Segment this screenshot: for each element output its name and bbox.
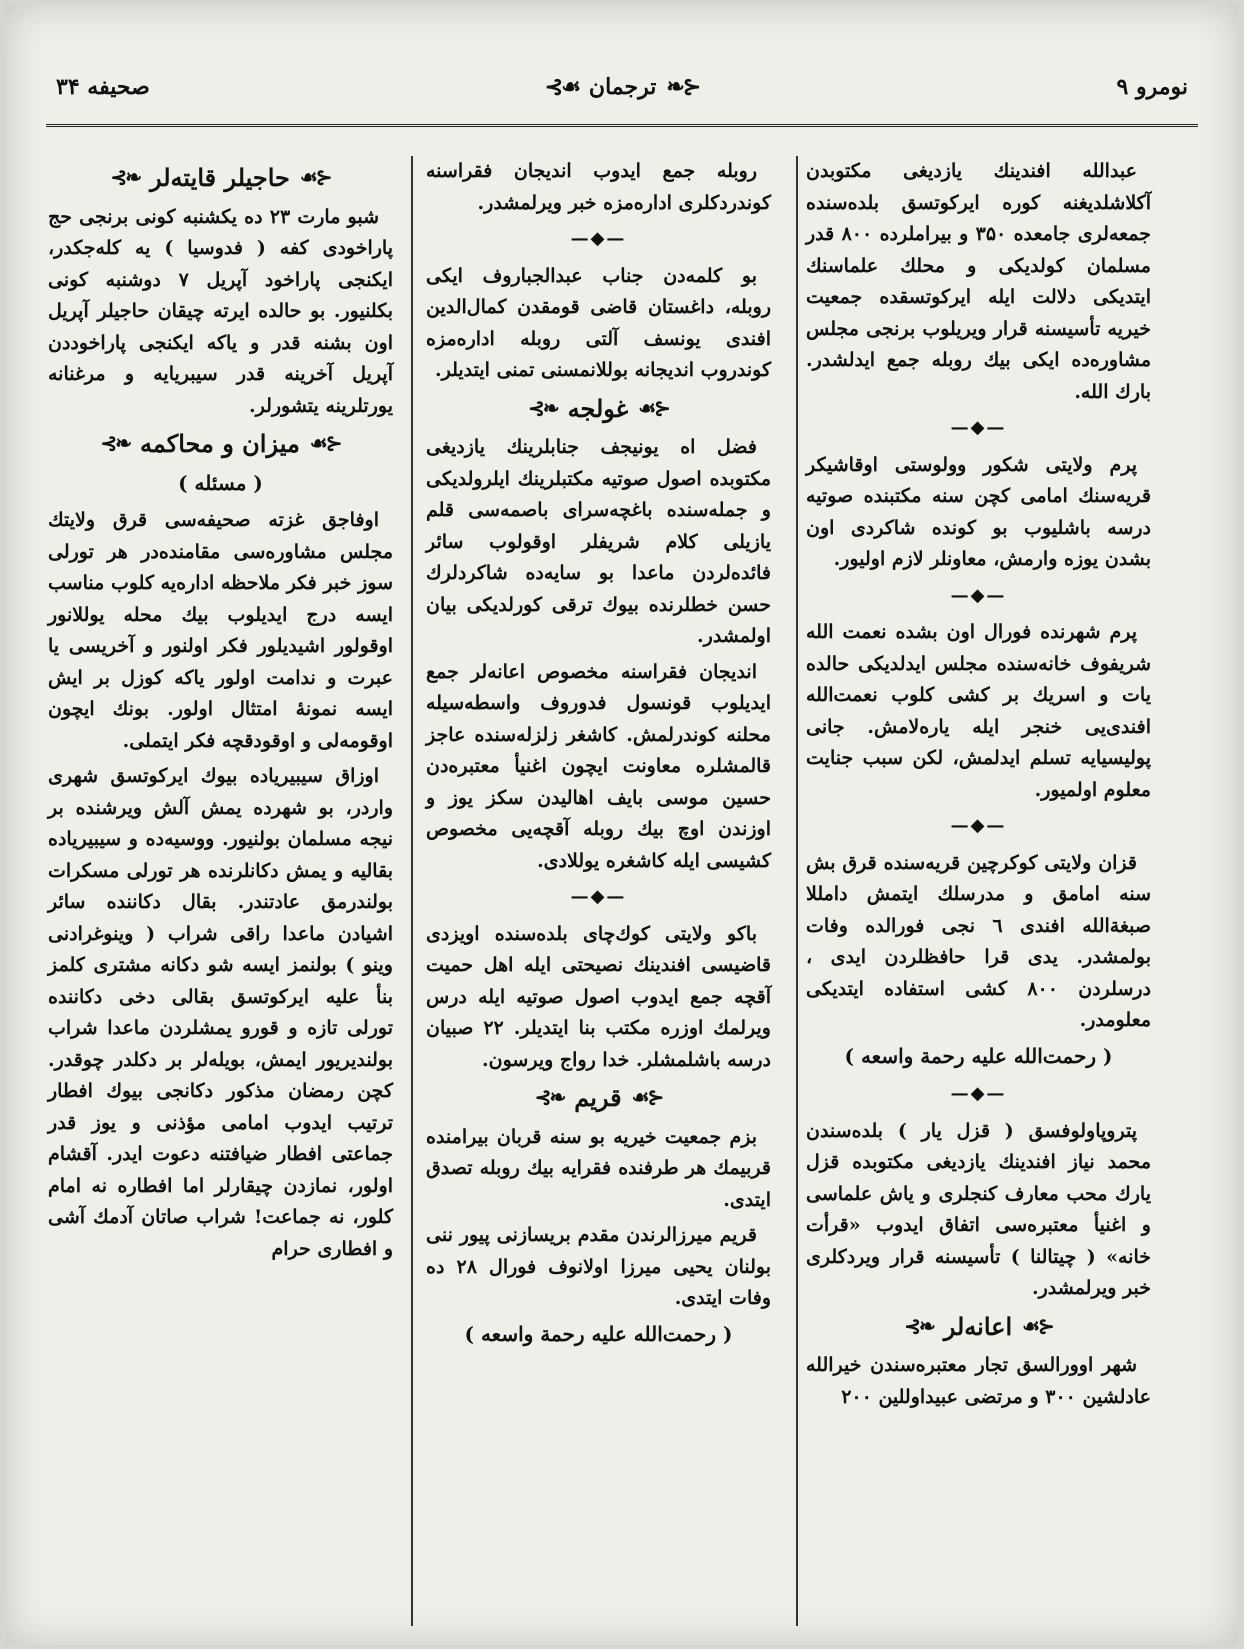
column-divider	[411, 156, 413, 1626]
heading-text: میزان و محاكمه	[140, 429, 300, 458]
section-heading-donations	[806, 1311, 1151, 1343]
heading-text: حاجیلر قایته‌لر	[149, 163, 290, 192]
ornament-icon: ❧⊱	[110, 165, 140, 189]
section-heading-crimea	[426, 1082, 771, 1114]
ornament-icon: ⊰☙	[299, 165, 331, 189]
section-heading-court	[48, 428, 393, 460]
article-paragraph: فضل اه یونیجف جنابلرینك یازدیغی مكتوبده اصول صوتیه مكتبلرینك ایلرولدیكی و جمله‌سنده باغچه‌سرای باصمه‌سی قلم یازیلی كلام شریفلر اوقولوب سائر فائده‌لردن ماعدا بو سایه‌ده شاكردلرك حسن خطلرنده بیوك ترقی كورلدیكی بیان اولمشدر.	[426, 436, 771, 647]
article-paragraph: شهر اوورالسق تجار معتبره‌سندن خیرالله عادلشین ۳۰۰ و مرتضی عبیداوللین ۲۰۰	[806, 1354, 1151, 1408]
heading-text: اعانه‌لر	[943, 1311, 1013, 1341]
heading-text: قریم	[574, 1083, 622, 1112]
article-paragraph: پرم شهرنده فورال اون بشده نعمت الله شریفوف خانه‌سنده مجلس ایدلدیكی حالده یات و اسریك بر كشی كلوب نعمت‌الله افندی‌یی خنجر ایله یارەلامش. جانی پولیسیایه تسلم ایدلمش، لكن سبب جنایت معلوم اولمیور.	[806, 621, 1151, 801]
ornament-icon: ❧⊱	[534, 1085, 565, 1109]
newspaper-page	[6, 4, 1238, 1645]
separator: —◆—	[950, 417, 1007, 438]
article-paragraph: شبو مارت ۲۳ ده یكشنبه كونی برنجی حج پاراخودی كفه ( فدوسیا ) یه كله‌جكدر، ایكنجی پاراخود آپریل ۷ دوشنبه كونی بكلنیور. بو حالده ایرته چیقان حاجیلر آپریل اون بشنه قدر و یاكه ایكنجی پاراخوددن آپریل آخرینه قدر سیبریایه و مرغنانه یورتلرینه یتشورلر.	[48, 205, 393, 417]
ornament-icon: ⊰☙	[1022, 1313, 1053, 1338]
ornament-icon: ❧⊱	[904, 1313, 934, 1338]
ornament-icon: ❧⊱	[528, 395, 558, 420]
article-paragraph: اوزاق سیبیریاده بیوك ایركوتسق شهری واردر، بو شهرده یمش آلش ویرشنده بر نیجه مسلمان بولنیور. ووسیه‌ده و سیبیریاده بقالیه و یمش دكانلرنده هر تورلی مسكرات بولندرمق عادتندر. بقال دكاننده سائر اشیادن ماعدا راقی شراب ( وینوغرادنی وینو ) بولنمز ایسه شو دكانه مشتری كلمز بنأ علیه ایركوتسق بقالی دخی دكاننده تورلی تازه و قورو یمشلردن ماعدا شراب بولندیریور ایمش، بویله‌لر بر دكلدر چوقدر. كچن رمضان مذكور دكانجی بیوك افطار ترتیب ایدوب امامی مؤذنی و یوز قدر جماعتی افطار ضیافتنه دعوت ایدر. آقشام اولور، نمازدن چیقارلر اما افطاره نه امام كلور، نه جماعت! شراب صاتان آدمك آشی و افطاری حرام	[48, 765, 393, 1260]
article-paragraph: بزم جمعیت خیریه بو سنه قربان بیرامنده قربیمك هر طرفنده فقرایه بیك روبله تصدق ایتدی.	[426, 1125, 771, 1211]
ornament-icon: ⊰☙	[309, 431, 341, 455]
header-rule	[46, 124, 1198, 127]
condolence-line: ( رحمت‌الله علیه رحمة واسعه )	[844, 1043, 1113, 1068]
article-paragraph: باكو ولایتی كوك‌چای بلده‌سنده اویزدی قاضیسی افندینك نصیحتی ایله اهل حمیت آقچه جمع ایدوب اصول صوتیه ایله درس ویرلمك اوزره مكتب بنا ایتدیلر. ۲۲ صبیان درسه باشلمشلر. خدا رواج ویرسون.	[426, 922, 771, 1071]
masthead	[545, 74, 699, 100]
subheading: ( مسئله )	[178, 470, 263, 495]
page-number: صحیفه ۳۴	[56, 74, 150, 100]
article-paragraph: اوفاجق غزته صحیفه‌سی قرق ولایتك مجلس مشاوره‌سی مقامنده‌در هر تورلی سوز خبر فكر ملاحظه اداره‌یه كلوب مناسب ایسه درج ایدیلوب بیك محله یوللانور اوقولور اشیدیلور فكر اولنور و آخریسی یا عبرت و ندامت اولور یاكه كوزل بر ایش ایسه نمونهٔ امتثال اولور. بونك ایچون اوقومه‌لی و اوقودقچه فكر ایتملی.	[48, 509, 393, 752]
column-middle	[426, 156, 771, 1621]
ornament-icon: ⊰☙	[544, 74, 579, 100]
article-paragraph: عبدالله افندینك یازدیغی مكتوبدن آكلاشلدیغنه كوره ایركوتسق بلده‌سنده جمعه‌لری جامعده ۳۵۰ و بیراملرده ۸۰۰ قدر مسلمان كولدیكی و محلك علماسنك ایتدیكی دلالت ایله ایركوتسقده جمعیت خیریه تأسیسنه قرار ویریلوب برنجی مجلس مشاوره‌ده ایكی بیك روبله جمع ایدلشدر. بارك الله.	[806, 160, 1151, 403]
ornament-icon: ❧⊱	[666, 74, 700, 100]
heading-text: غولجه	[567, 393, 629, 423]
article-paragraph: روبله جمع ایدوب اندیجان فقراسنه كوندردكلری اداره‌مزه خبر ویرلمشدر.	[426, 160, 771, 214]
article-paragraph: قزان ولایتی كوكرچین قریه‌سنده قرق بش سنه امامق و مدرسلك ایتمش دامللا صبغةالله افندی ٦ نجی فورالده وفات بولمشدر. یدی قرا حافظلردن ایدی ، درسلردن ۸۰۰ كشی استفاده ایتدیكی معلومدر.	[806, 851, 1151, 1031]
issue-number: نومرو ۹	[1116, 74, 1188, 100]
column-right	[806, 156, 1151, 1621]
section-heading-ghulja	[426, 393, 771, 425]
column-left	[48, 156, 393, 1621]
ornament-icon: ⊰☙	[638, 395, 669, 420]
page-header	[46, 66, 1198, 126]
separator: —◆—	[570, 228, 627, 249]
article-paragraph: بو كلمه‌دن جناب عبدالجباروف ایكی روبله، داغستان قاضی قومقدن كمال‌الدین افندی یونسف آلتی روبله اداره‌مزه كوندروب اندیجانه بوللانمسنی تمنی ایتدیلر.	[426, 264, 771, 381]
separator: —◆—	[570, 886, 627, 907]
article-paragraph: قریم میرزالرندن مقدم بریسازنی پیور ننی بولنان یحیی میرزا اولانوف فورال ۲۸ ده وفات ایتدی.	[426, 1224, 771, 1309]
separator: —◆—	[950, 584, 1007, 606]
ornament-icon: ❧⊱	[100, 431, 131, 455]
article-paragraph: پتروپاولوفسق ( قزل یار ) بلده‌سندن محمد نیاز افندینك یازدیغی مكتوبدە قزل یارك محب معارف كنجلری و یاش علماسی و اغنیأ معتبره‌سی اتفاق ایدوب «قرأت خانه» ( چیتالنا ) تأسیسنه قرار ویردكلری خبر ویرلمشدر.	[806, 1119, 1151, 1299]
separator: —◆—	[950, 815, 1007, 836]
section-heading-hajis	[48, 162, 393, 194]
condolence-line: ( رحمت‌الله علیه رحمة واسعه )	[464, 1321, 733, 1346]
column-divider	[796, 156, 798, 1626]
article-paragraph: پرم ولایتی شكور وولوستی اوقاشیكر قریه‌سنك امامی كچن سنه مكتبنده صوتیه درسه باشلیوب بو كونده شاكردی اون بشدن یوزه وارمش، معاونلر لازم اولیور.	[806, 453, 1151, 570]
ornament-icon: ⊰☙	[631, 1085, 663, 1109]
article-paragraph: اندیجان فقراسنه مخصوص اعانه‌لر جمع ایدیلوب قونسول فدوروف واسطه‌سیله محلنه كوندرلمش. كاشغر زلزله‌سنده عاجز قالمشلره معاونت ایچون اغنیأ معتبره‌دن حسین موسی بایف اهالیدن سكز یوز و اوزندن اوچ بیك روبله آقچه‌یی مخصوص كشیسی ایله كاشغره یوللادی.	[426, 660, 771, 872]
separator: —◆—	[950, 1083, 1007, 1104]
newspaper-title: ترجمان	[588, 74, 657, 100]
